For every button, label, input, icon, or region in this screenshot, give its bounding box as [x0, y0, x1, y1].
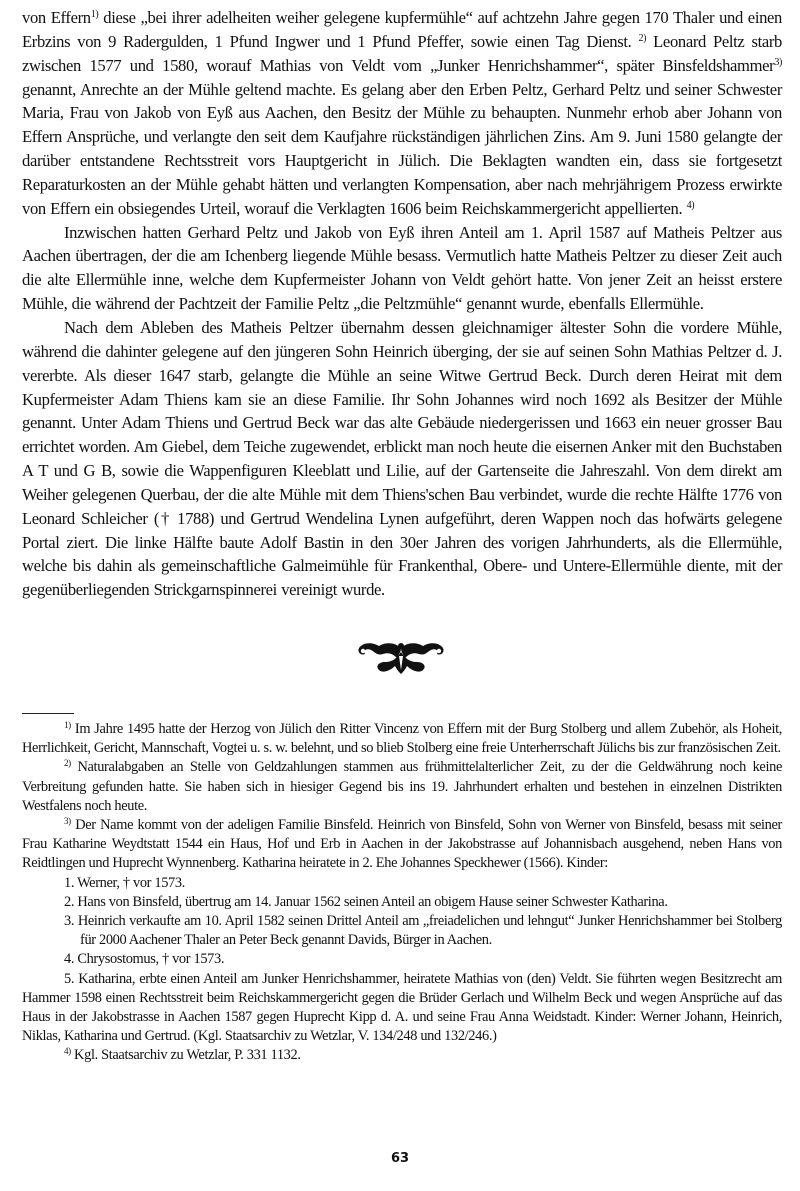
footnote-ref-2[interactable]: 2): [638, 32, 647, 44]
paragraph-1: von Effern$^{1)}$ diese „bei ihrer adelheiten weiher gelegene kupfermühle“ auf achtzehn Jahre gegen 170 Thaler und einen Erbzins von 9 Radergulden, 1 Pfund Ingwer und 1 Pfund Pfeffer, sowie einen Tag Dienst. $^{2)}$ Leonard Peltz starb zwischen 1577 und 1580, worauf Mathias von Veldt vom „Junker Henrichshammer“, später Binsfeldshammer$^{3)}$ genannt, Anrechte an der Mühle geltend machte. Es gelang aber den Erben Peltz, Gerhard Peltz und seiner Schwester Maria, Frau von Jakob von Eyß aus Aachen, den Besitz der Mühle zu behaupten. Nunmehr erhob aber Johann von Effern Ansprüche, und verlangte den seit dem Kaufjahre rückständigen jährlichen Zins. Am 9. Juni 1580 gelangte der darüber entstandene Rechtsstreit vors Hauptgericht in Jülich. Die Beklagten wandten ein, dass sie fortgesetzt Reparaturkosten an der Mühle gehabt hätten und verlangten Kompensation, aber nach mehrjährigem Prozess erwirkte von Effern ein obsiegendes Urteil, worauf die Verklagten 1606 beim Reichskammergericht appellierten. $^{4)}$: [22, 8, 782, 218]
footnote-4: $^{4)}$ Kgl. Staatsarchiv zu Wetzlar, P. 331 1132.: [64, 1046, 301, 1064]
page-number: 63: [390, 1151, 410, 1166]
footnote-3-child-1: 1. Werner, † vor 1573.: [64, 874, 185, 891]
footnote-3-child-2: 2. Hans von Binsfeld, übertrug am 14. Januar 1562 seinen Anteil an obigem Hause seiner Schwester Katharina.: [64, 893, 668, 910]
footnotes: [22, 720, 782, 1066]
footnote-separator: [22, 713, 74, 714]
footnote-3-child-4: 4. Chrysostomus, † vor 1573.: [64, 951, 225, 968]
footnote-ref-3[interactable]: 3): [774, 56, 782, 68]
floral-vignette-icon: [355, 640, 447, 674]
footnote-3: $^{3)}$ Der Name kommt von der adeligen Familie Binsfeld. Heinrich von Binsfeld, Sohn von Werner von Binsfeld, besass mit seiner Frau Katharine Weydtstatt 1544 ein Haus, Hof und Erb in Aachen in der Jakobstrasse auf Johannisbach ausgehend, neben Hans von Reidtlingen und Huprecht Wynnenberg. Katharina heiratete in 2. Ehe Johannes Speckhewer (1566). Kinder:: [22, 816, 782, 872]
footnote-3-child-3: 3. Heinrich verkaufte am 10. April 1582 seinen Drittel Anteil am „freiadelichen und lehngut“ Junker Henrichshammer bei Stolberg für 2000 Aachener Thaler an Peter Beck genannt Davids, Bürger in Aachen.: [64, 913, 782, 949]
footnote-1: $^{1)}$ Im Jahre 1495 hatte der Herzog von Jülich den Ritter Vincenz von Effern mit der Burg Stolberg und allem Zubehör, als Hoheit, Herrlichkeit, Gericht, Mannschaft, Vogtei u. s. w. belehnt, und so blieb Stolberg eine freie Unterherrschaft Jülichs bis zur französischen Zeit.: [22, 720, 782, 757]
footnote-ref-1[interactable]: 1): [90, 9, 99, 20]
main-text: [22, 6, 782, 602]
footnote-3-child-5: 5. Katharina, erbte einen Anteil am Junker Henrichshammer, heiratete Mathias von (den) Veldt. Sie führten wegen Besitzrecht am Hammer 1598 einen Rechtsstreit beim Reichskammergericht gegen die Brüder Gerlach und Wilhelm Beck und wegen Ansprüche auf das Haus in der Jakobstrasse in Aachen 1587 gegen Huprecht Kipp d. A. und seine Frau Anna Weidstadt. Kinder: Werner Johann, Heinrich, Niklas, Katharina und Gertrud. (Kgl. Staatsarchiv zu Wetzlar, V. 134/248 und 132/246.): [22, 970, 782, 1045]
paragraph-3: Nach dem Ableben des Matheis Peltzer übernahm dessen gleichnamiger ältester Sohn die vordere Mühle, während die dahinter gelegene auf den jüngeren Sohn Heinrich überging, der sie auf seinen Sohn Mathias Peltzer d. J. vererbte. Als dieser 1647 starb, gelangte die Mühle an seine Witwe Gertrud Beck. Durch deren Heirat mit dem Kupfermeister Adam Thiens kam sie an diese Familie. Ihr Sohn Johannes wird noch 1692 als Besitzer der Mühle genannt. Unter Adam Thiens und Gertrud Beck war das alte Gebäude niedergerissen und 1663 ein neuer grosser Bau errichtet worden. Am Giebel, dem Teiche zugewendet, erblickt man noch heute die eisernen Anker mit den Buchstaben A T und G B, sowie die Wappenfiguren Kleeblatt und Lilie, auf der Gartenseite die Jahreszahl. Von dem direkt am Weiher gelegenen Querbau, der die alte Mühle mit dem Thiens'schen Bau verbindet, wurde die rechte Hälfte 1776 von Leonard Schleicher († 1788) und Gertrud Wendelina Lynen aufgeführt, deren Wappen noch das hofwärts gelegene Portal ziert. Die linke Hälfte baute Adolf Bastin in den 30er Jahren des vorigen Jahrhunderts, als die Ellermühle, welche bis dahin als gemeinschaftliche Galmeimühle für Frankenthal, Obere- und Untere-Ellermühle diente, mit der gegenüberliegenden Strickgarnspinnerei vereinigt wurde.: [22, 317, 782, 600]
footnote-ref-4[interactable]: 4): [686, 199, 695, 211]
footnote-2: $^{2)}$ Naturalabgaben an Stelle von Geldzahlungen stammen aus frühmittelalterlicher Zeit, zu der die Geldwährung noch keine Verbreitung gefunden hatte. Sie haben sich in hiesiger Gegend bis ins 19. Jahrhundert erhalten und bestehen in einzelnen Distrikten Westfalens noch heute.: [22, 758, 782, 814]
paragraph-2: Inzwischen hatten Gerhard Peltz und Jakob von Eyß ihren Anteil am 1. April 1587 auf Matheis Peltzer aus Aachen übertragen, der die am Ichenberg liegende Mühle besass. Vermutlich hatte Matheis Peltzer zu dieser Zeit auch die alte Ellermühle inne, welche dem Kupfermeister Johann von Veldt gehört hatte. Von jener Zeit an heisst erstere Mühle, die während der Pachtzeit der Familie Peltz „die Peltzmühle“ genannt wurde, ebenfalls Ellermühle.: [22, 222, 782, 314]
